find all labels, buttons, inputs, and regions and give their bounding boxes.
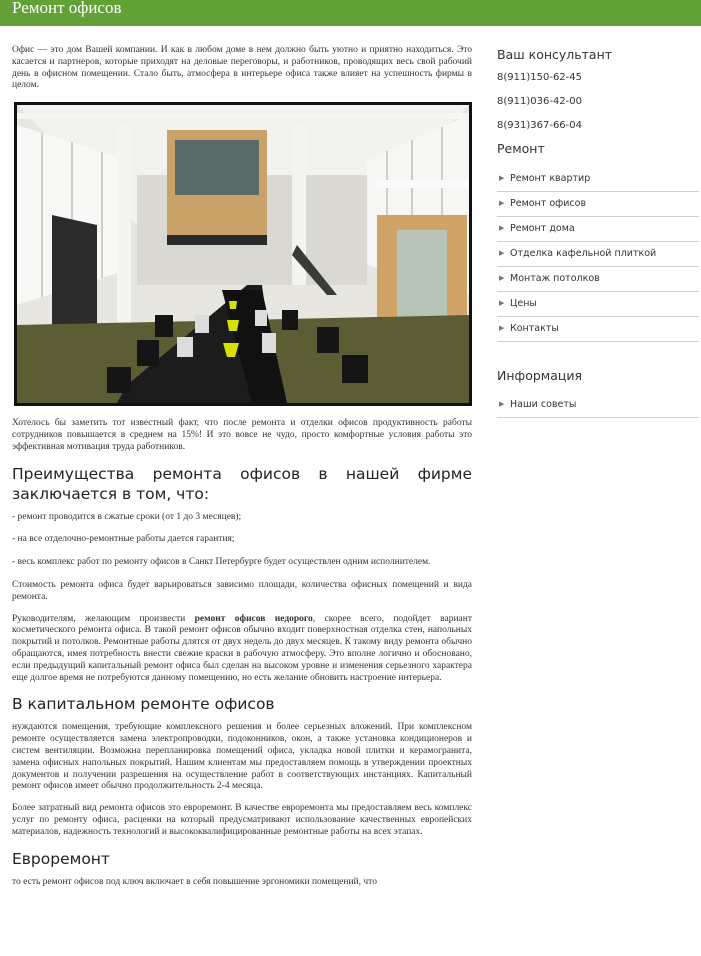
- menu-item-contacts[interactable]: [497, 317, 699, 342]
- menu-item-label: Цены: [510, 298, 537, 309]
- menu-item-label: Ремонт офисов: [510, 198, 587, 209]
- advantage-item: - на все отделочно-ремонтные работы дается гарантия;: [12, 534, 235, 545]
- main-content: [12, 45, 472, 898]
- advantage-item: - весь комплекс работ по ремонту офисов в Санкт Петербурге будет осуществлен одним исполнителем.: [12, 557, 431, 568]
- chevron-right-icon: ▶: [499, 199, 505, 207]
- page-title: Ремонт офисов: [12, 0, 122, 17]
- cosmetic-text-start: Руководителям, желающим произвести: [12, 613, 195, 624]
- menu-item-label: Контакты: [510, 323, 559, 334]
- chevron-right-icon: ▶: [499, 174, 505, 182]
- menu-item-offices[interactable]: [497, 192, 699, 217]
- office-photo: [14, 102, 472, 406]
- chevron-right-icon: ▶: [499, 400, 505, 408]
- menu-item-label: Наши советы: [510, 399, 577, 410]
- cosmetic-paragraph: [12, 614, 472, 685]
- capital-paragraph: нуждаются помещения, требующие комплексного решения и более серьезных вложений. При комплексном ремонте осуществляется замена электропроводки, подоконников, окон, а также установка кондиционеров и систем вентиляции. Возможна перепланировка помещений офиса, укладка новой плитки и керамогранита, замена офисных напольных покрытий. Нашим клиентам мы предоставляем помощь в утверждении проектных документов и получении разрешения на осуществление работ в соответствующих инстанциях. Капитальный ремонт офисов имеет обычно продолжительность 2-4 месяца.: [12, 722, 472, 792]
- menu-item-apartments[interactable]: [497, 167, 699, 192]
- euro-heading: Евроремонт: [12, 849, 110, 868]
- repair-menu: [497, 167, 699, 342]
- menu-item-label: Ремонт дома: [510, 223, 575, 234]
- page-header-bar: [0, 0, 701, 26]
- cosmetic-text-end: , скорее всего, подойдет вариант косметического ремонта офиса. В такой ремонт офисов обычно входит поверхностная отделка стен, напольных покрытий и потолков. Ремонтные работы длятся от двух недель до двух месяцев. К такому виду ремонта обычно обращаются, имея потребность внести свежие краски в рабочую атмосферу. Это вполне логично и обосновано, если предыдущий капитальный ремонт офиса был сделан на высоком уровне и изменения серьезного характера еще долгое время не потребуются данному помещению, но есть желание обновить настроение интерьера.: [12, 613, 473, 683]
- phone-number: 8(931)367-66-04: [497, 120, 583, 131]
- repair-menu-title: Ремонт: [497, 141, 545, 156]
- phone-number: 8(911)036-42-00: [497, 96, 583, 107]
- sidebar: [497, 46, 699, 418]
- menu-item-tiling[interactable]: [497, 242, 699, 267]
- menu-item-prices[interactable]: [497, 292, 699, 317]
- menu-item-label: Ремонт квартир: [510, 173, 591, 184]
- advantage-item: - ремонт проводится в сжатые сроки (от 1 до 3 месяцев);: [12, 511, 242, 522]
- chevron-right-icon: ▶: [499, 324, 505, 332]
- menu-item-house[interactable]: [497, 217, 699, 242]
- chevron-right-icon: ▶: [499, 224, 505, 232]
- capital-heading: В капитальном ремонте офисов: [12, 695, 275, 714]
- turnkey-paragraph: то есть ремонт офисов под ключ включает в себя повышение эргономики помещений, что: [12, 876, 377, 887]
- cost-paragraph: Стоимость ремонта офиса будет варьироваться зависимо площади, количества офисных помещений и вида ремонта.: [12, 579, 472, 602]
- intro-paragraph: Офис — это дом Вашей компании. И как в любом доме в нем должно быть уютно и приятно находиться. Это касается и партнеров, которые приходят на деловые переговоры, и работников, проводящих весь свой рабочий день в офисном помещении. Стало быть, атмосфера в интерьере офиса также влияет на успешность фирмы в целом.: [12, 45, 472, 91]
- phone-number: 8(911)150-62-45: [497, 72, 583, 83]
- euro-paragraph: Более затратный вид ремонта офисов это евроремонт. В качестве евроремонта мы предоставляем весь комплекс услуг по ремонту офиса, расценки на который предусматривают использование качественных европейских материалов, надежность технологий и высококвалифицированные ремонтные работы на всех этапах.: [12, 803, 472, 837]
- info-menu-title: Информация: [497, 368, 583, 383]
- productivity-paragraph: Хотелось бы заметить тот известный факт, что после ремонта и отделки офисов продуктивность работы сотрудников повышается в среднем на 15%! И это вовсе не чудо, просто комфортные условия работы это эффективная мотивация труда работников.: [12, 418, 472, 452]
- advantages-heading: Преимущества ремонта офисов в нашей фирме заключается в том, что:: [12, 464, 472, 503]
- consultant-title: Ваш консультант: [497, 47, 613, 62]
- info-menu: [497, 393, 699, 418]
- cosmetic-keyword: ремонт офисов недорого: [194, 613, 313, 624]
- menu-item-ceilings[interactable]: [497, 267, 699, 292]
- chevron-right-icon: ▶: [499, 274, 505, 282]
- menu-item-label: Монтаж потолков: [510, 273, 600, 284]
- menu-item-advice[interactable]: [497, 393, 699, 418]
- menu-item-label: Отделка кафельной плиткой: [510, 248, 657, 259]
- chevron-right-icon: ▶: [499, 249, 505, 257]
- chevron-right-icon: ▶: [499, 299, 505, 307]
